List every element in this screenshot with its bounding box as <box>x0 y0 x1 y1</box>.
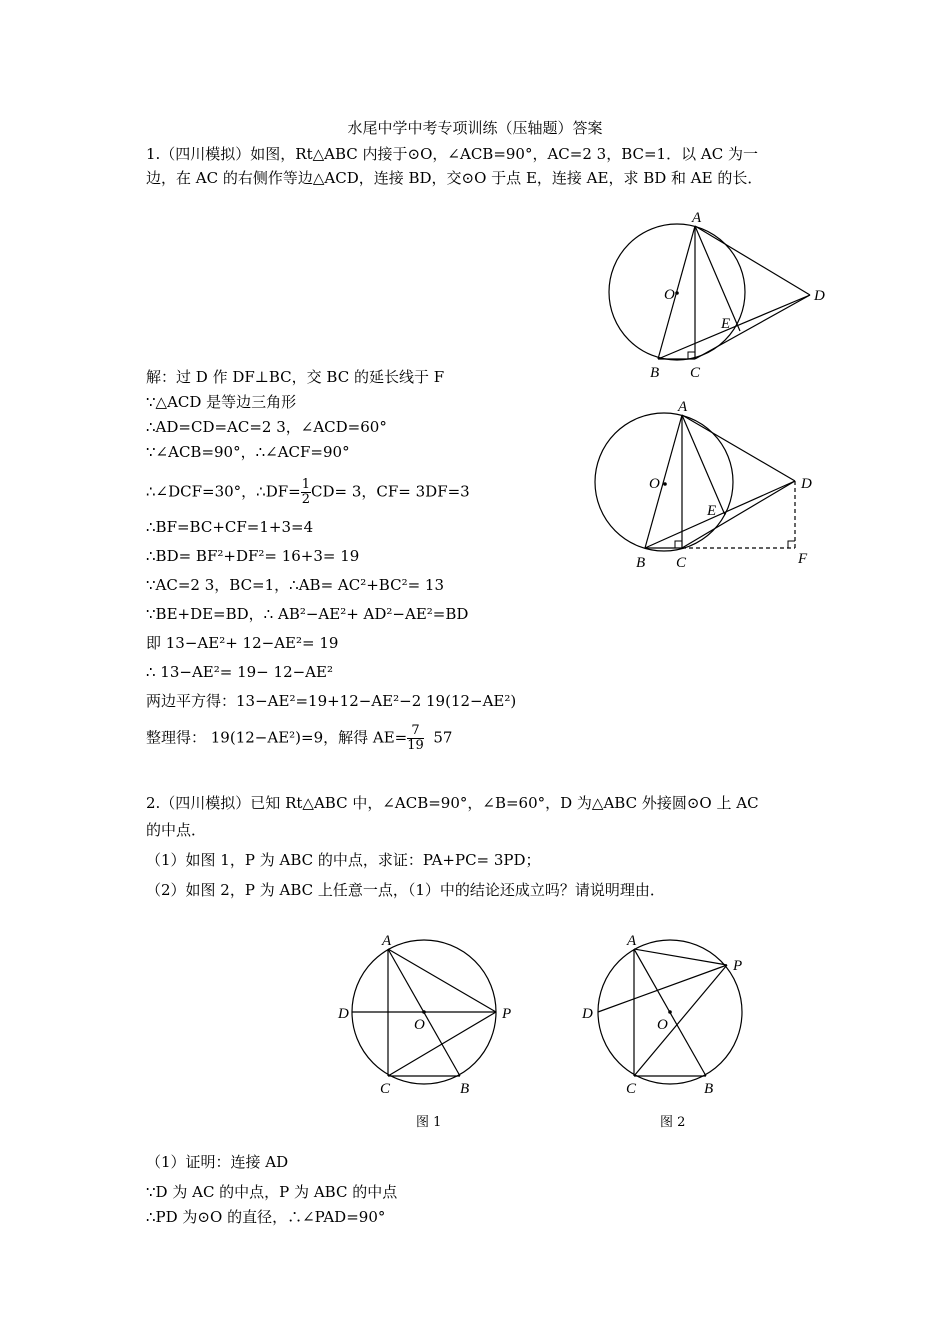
solution1-line1: 解：过 D 作 DF⊥BC，交 BC 的延长线于 F <box>146 368 445 386</box>
fig1-label-c: C <box>690 365 701 381</box>
p2f2-label-o: O <box>657 1017 668 1033</box>
fig1-label-b: B <box>650 365 660 381</box>
fig1-label-d: D <box>814 288 825 304</box>
solution1-line5-start: ∴∠DCF=30°，∴DF= <box>146 482 301 501</box>
p2f2-label-p: P <box>733 958 743 974</box>
fraction-one-half <box>301 478 311 507</box>
solution1-line11: ∴ 13−AE²= 19− 12−AE² <box>146 663 333 681</box>
problem1-text-line1: 1.（四川模拟）如图，Rt△ABC 内接于⊙O，∠ACB=90°，AC=2 3，BC=1．以 AC 为一 <box>146 145 758 163</box>
solution1-line13-start: 整理得： 19(12−AE²)=9，解得 AE= <box>146 728 408 747</box>
fig2-label-o: O <box>649 476 660 492</box>
solution1-line13 <box>146 724 452 753</box>
fig2-label-e: E <box>707 503 717 519</box>
solution1-line3: ∴AD=CD=AC=2 3，∠ACD=60° <box>146 418 387 436</box>
p2f2-label-c: C <box>626 1081 637 1097</box>
fraction-seven-over-nineteen <box>407 724 424 753</box>
fig1-label-e: E <box>721 316 731 332</box>
solution1-line7: ∴BD= BF²+DF²= 16+3= 19 <box>146 547 360 565</box>
fig2-label-a: A <box>678 399 688 415</box>
p2f1-label-a: A <box>382 933 392 949</box>
solution1-line2: ∵△ACD 是等边三角形 <box>146 393 297 411</box>
solution2-line3: ∴PD 为⊙O 的直径，∴∠PAD=90° <box>146 1208 386 1226</box>
problem2-question1: （1）如图 1，P 为 ABC 的中点，求证：PA+PC= 3PD； <box>146 851 541 869</box>
p2f1-label-d: D <box>338 1006 349 1022</box>
fig1-label-a: A <box>692 210 702 226</box>
figure1-caption: 图 1 <box>416 1115 442 1130</box>
solution1-line12: 两边平方得：13−AE²=19+12−AE²−2 19(12−AE²) <box>146 692 517 710</box>
document-title: 水尾中学中考专项训练（压轴题）答案 <box>347 119 603 137</box>
solution1-figure <box>585 395 835 575</box>
problem2-figure2 <box>575 925 775 1100</box>
fraction-denominator: 19 <box>407 738 424 753</box>
p2f2-label-b: B <box>704 1081 714 1097</box>
solution1-line9: ∵BE+DE=BD，∴ AB²−AE²+ AD²−AE²=BD <box>146 605 469 623</box>
solution2-line1: （1）证明：连接 AD <box>146 1153 289 1171</box>
problem1-figure <box>600 205 840 385</box>
p2f1-label-o: O <box>414 1017 425 1033</box>
solution1-line6: ∴BF=BC+CF=1+3=4 <box>146 518 314 536</box>
p2f1-label-b: B <box>460 1081 470 1097</box>
fig2-label-d: D <box>801 476 812 492</box>
solution2-line2: ∵D 为 AC 的中点，P 为 ABC 的中点 <box>146 1183 398 1201</box>
fig2-label-c: C <box>676 555 687 571</box>
fig2-label-b: B <box>636 555 646 571</box>
solution1-line10: 即 13−AE²+ 12−AE²= 19 <box>146 634 339 652</box>
problem2-text-line2: 的中点． <box>146 821 207 839</box>
problem2-question2: （2）如图 2，P 为 ABC 上任意一点，（1）中的结论还成立吗？请说明理由． <box>146 881 665 899</box>
figure2-caption: 图 2 <box>660 1115 686 1130</box>
p2f1-label-p: P <box>502 1006 512 1022</box>
fraction-denominator: 2 <box>301 492 311 507</box>
problem1-text-line2: 边，在 AC 的右侧作等边△ACD，连接 BD，交⊙O 于点 E，连接 AE，求 BD 和 AE 的长． <box>146 169 763 187</box>
fraction-numerator: 1 <box>301 477 311 492</box>
fig2-label-f: F <box>798 551 808 567</box>
problem2-text-line1: 2.（四川模拟）已知 Rt△ABC 中，∠ACB=90°，∠B=60°，D 为△ABC 外接圆⊙O 上 AC <box>146 794 759 812</box>
p2f2-label-d: D <box>582 1006 593 1022</box>
p2f1-label-c: C <box>380 1081 391 1097</box>
solution1-line4: ∵∠ACB=90°，∴∠ACF=90° <box>146 443 350 461</box>
solution1-line5-end: CD= 3，CF= 3DF=3 <box>311 482 470 501</box>
solution1-line13-end: 57 <box>433 728 453 747</box>
fig1-label-o: O <box>664 287 675 303</box>
fraction-numerator: 7 <box>407 724 424 739</box>
problem2-figure1 <box>330 925 530 1100</box>
p2f2-label-a: A <box>627 933 637 949</box>
solution1-line5 <box>146 478 470 507</box>
solution1-line8: ∵AC=2 3，BC=1，∴AB= AC²+BC²= 13 <box>146 576 445 594</box>
